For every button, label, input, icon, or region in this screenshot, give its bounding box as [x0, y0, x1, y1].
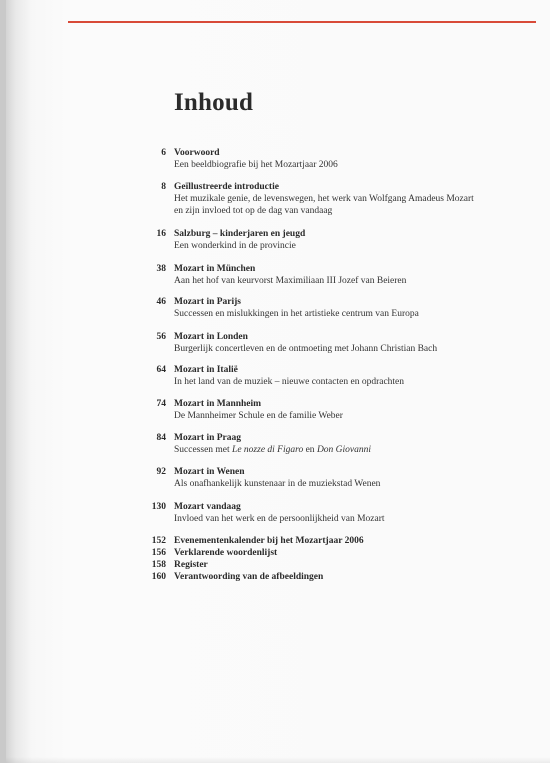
toc-page-number: 6 [161, 148, 166, 158]
toc-page-number: 16 [156, 229, 166, 239]
toc-page-number: 8 [161, 182, 166, 192]
toc-page-number: 84 [156, 433, 166, 443]
toc-subtitle: en zijn invloed tot op de dag van vandaag [174, 206, 333, 216]
toc-subtitle: Successen en mislukkingen in het artistieke centrum van Europa [174, 309, 419, 319]
toc-heading: Mozart in München [174, 264, 256, 274]
toc-subtitle [174, 445, 371, 455]
toc-page-number: 156 [151, 548, 166, 558]
opera-title: Le nozze di Figaro [232, 445, 304, 455]
toc-page-number: 158 [151, 560, 166, 570]
page-edge-shadow [6, 757, 550, 763]
toc-subtitle: Als onafhankelijk kunstenaar in de muziekstad Wenen [174, 479, 381, 489]
toc-subtitle: In het land van de muziek – nieuwe contacten en opdrachten [174, 377, 405, 387]
toc-page-number: 56 [156, 332, 166, 342]
toc-subtitle: Burgerlijk concertleven en de ontmoeting met Johann Christian Bach [174, 344, 438, 354]
toc-heading: Register [174, 560, 208, 570]
toc-subtitle-text: en [303, 445, 317, 455]
toc-page-number: 64 [156, 365, 166, 375]
toc-heading: Salzburg – kinderjaren en jeugd [174, 229, 306, 239]
page-title: Inhoud [174, 89, 254, 116]
toc-heading: Mozart in Mannheim [174, 399, 262, 409]
book-page [6, 0, 550, 763]
toc-heading: Mozart in Italië [174, 365, 238, 375]
toc-subtitle: Het muzikale genie, de levenswegen, het werk van Wolfgang Amadeus Mozart [174, 194, 474, 204]
toc-heading: Verantwoording van de afbeeldingen [174, 572, 324, 582]
toc-page-number: 46 [156, 297, 166, 307]
toc-subtitle: De Mannheimer Schule en de familie Weber [174, 411, 343, 421]
toc-subtitle-text: Successen met [174, 445, 233, 455]
toc-heading: Verklarende woordenlijst [174, 548, 278, 558]
toc-page-number: 152 [151, 536, 166, 546]
opera-title: Don Giovanni [316, 445, 372, 455]
toc-page-number: 74 [156, 399, 166, 409]
toc-subtitle: Een beeldbiografie bij het Mozartjaar 2006 [174, 160, 338, 170]
accent-rule [68, 21, 536, 23]
toc-heading: Mozart in Wenen [174, 467, 245, 477]
toc-page-number: 130 [151, 502, 166, 512]
toc-heading: Geïllustreerde introductie [174, 182, 279, 192]
toc-page-number: 38 [156, 264, 166, 274]
toc-subtitle: Aan het hof van keurvorst Maximiliaan III Jozef van Beieren [174, 276, 407, 286]
toc-page-number: 92 [156, 467, 166, 477]
toc-heading: Mozart in Parijs [174, 297, 242, 307]
toc-subtitle: Invloed van het werk en de persoonlijkheid van Mozart [174, 514, 385, 524]
toc-heading: Mozart in Praag [174, 433, 242, 443]
toc-page-number: 160 [151, 572, 166, 582]
toc-heading: Evenementenkalender bij het Mozartjaar 2006 [174, 536, 364, 546]
toc-heading: Mozart vandaag [174, 502, 241, 512]
toc-heading: Voorwoord [174, 148, 220, 158]
toc-subtitle: Een wonderkind in de provincie [174, 241, 296, 251]
toc-heading: Mozart in Londen [174, 332, 248, 342]
